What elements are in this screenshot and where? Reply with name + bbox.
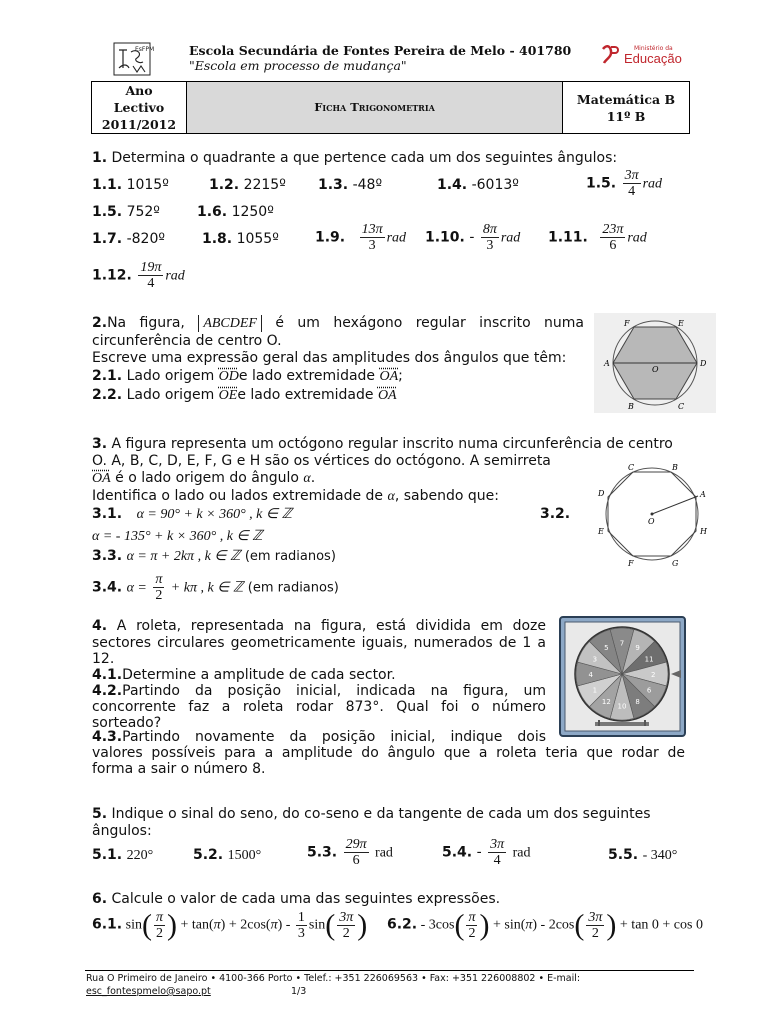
wheel-number: 1 [592, 686, 598, 695]
q3-sub2-num: 3.2. [540, 506, 571, 522]
q4-sub1: 4.1.Determine a amplitude de cada sector. [92, 667, 396, 683]
q3-sub2: α = - 135° + k × 360° , k ∈ ℤ [92, 529, 263, 544]
q1-item: 1.8. 1055º [202, 231, 279, 247]
q4-line1: 4. A roleta, representada na figura, está dividida em doze [92, 618, 547, 634]
q4-sub2-l3: sorteado? [92, 715, 162, 731]
footer-email[interactable]: esc_fontespmelo@sapo.pt [86, 986, 211, 997]
year-label-1: Ano [125, 83, 153, 98]
q5-sub5: 5.5. - 340° [608, 847, 678, 863]
q3-line3: OA é o lado origem do ângulo α. [92, 470, 316, 486]
subject-cell [563, 82, 690, 134]
school-motto: "Escola em processo de mudança" [189, 58, 407, 73]
wheel-number: 2 [651, 671, 656, 679]
school-year-cell [92, 82, 187, 134]
q6-sub1: 6.1. sin( $\frac{\pi}{2}$ ) + tan(π) + 2cos(π) - $\frac{1}{3}$ sin( $\frac{3\pi}{2}$ ) [92, 908, 368, 942]
q5-sub2: 5.2. 1500° [193, 847, 262, 863]
svg-text:G: G [672, 559, 679, 568]
q3-sub1: 3.1. α = 90° + k × 360° , k ∈ ℤ [92, 506, 293, 522]
wheel-number: 3 [592, 655, 598, 664]
octagon-figure [590, 462, 715, 570]
q4-sub2-l2: concorrente faz a roleta rodar 873°. Qual foi o número [92, 699, 546, 715]
q1-item: 1.7. -820º [92, 231, 165, 247]
q1-item: 1.1. 1015º [92, 177, 169, 193]
q6-line1: 6. Calcule o valor de cada uma das seguintes expressões. [92, 891, 501, 907]
wheel-number: 11 [644, 655, 654, 664]
q1-intro: 1. Determina o quadrante a que pertence cada um dos seguintes ângulos: [92, 150, 618, 166]
subject-name: Matemática B [576, 91, 676, 107]
q5-sub1: 5.1. 220° [92, 847, 154, 863]
wheel-number: 7 [619, 639, 625, 648]
ministry-logo-top: Ministério da [634, 45, 673, 52]
wheel-number: 8 [635, 698, 640, 707]
svg-text:A: A [700, 490, 706, 499]
wheel-number: 9 [635, 643, 640, 652]
q4-sub3-l2: valores possíveis para a amplitude do ângulo que a roleta teria que rodar de [92, 745, 685, 761]
q3-line1: 3. A figura representa um octógono regular inscrito numa circunferência de centro [92, 436, 673, 452]
svg-text:D: D [598, 489, 605, 498]
q2-line1: 2.Na figura, ABCDEF é um hexágono regular inscrito numa [92, 315, 585, 331]
q3-sub4: 3.4. α = $\frac{\pi}{2}$ + kπ , k ∈ ℤ (em radianos) [92, 572, 339, 603]
q1-item: 1.12. $\frac{19\pi}{4}$ rad [92, 260, 185, 291]
q1-item: 1.6. 1250º [197, 204, 274, 220]
svg-text:E: E [678, 319, 684, 328]
q1-item: 1.4. -6013º [437, 177, 519, 193]
svg-text:E: E [598, 527, 604, 536]
school-logo [113, 42, 155, 76]
q1-item: 1.5. 752º [92, 204, 160, 220]
class-name: 11º B [606, 108, 646, 124]
svg-text:C: C [678, 402, 685, 411]
page-number: 1/3 [291, 986, 307, 997]
q4-line2: sectores circulares geometricamente iguais, numerados de 1 a [92, 635, 546, 651]
q2-line3: Escreve uma expressão geral das amplitudes dos ângulos que têm: [92, 350, 567, 366]
wheel-number: 10 [617, 702, 627, 711]
ministry-logo [600, 43, 680, 71]
q5-line1: 5. Indique o sinal do seno, do co-seno e da tangente de cada um dos seguintes [92, 806, 651, 822]
q6-sub2: 6.2. - 3cos( $\frac{\pi}{2}$ ) + sin(π) - 2cos( $\frac{3\pi}{2}$ ) + tan 0 + cos 0 [387, 908, 703, 942]
svg-text:D: D [700, 359, 707, 368]
q4-sub3-l3: forma a sair o número 8. [92, 761, 266, 777]
svg-text:C: C [628, 463, 635, 472]
q3-sub3: 3.3. α = π + 2kπ , k ∈ ℤ (em radianos) [92, 548, 336, 564]
q2-sub1: 2.1. Lado origem ODe lado extremidade OA; [92, 368, 403, 384]
wheel-number: 6 [646, 686, 652, 695]
svg-text:B: B [628, 402, 634, 411]
roulette-figure [559, 616, 686, 737]
year-label-2: Lectivo [113, 100, 165, 115]
svg-text:F: F [628, 559, 634, 568]
q5-sub3: 5.3. $\frac{29\pi}{6}$ rad [307, 837, 393, 868]
svg-text:O: O [652, 365, 659, 374]
q1-item: 1.5. $\frac{3\pi}{4}$ rad [586, 168, 663, 199]
wheel-number: 4 [588, 671, 593, 679]
q4-line3: 12. [92, 651, 115, 667]
q4-sub2-l1: 4.2.Partindo da posição inicial, indicada na figura, um [92, 683, 546, 699]
wheel-number: 12 [601, 698, 611, 707]
wheel-number: 5 [604, 643, 609, 652]
q2-sub2: 2.2. Lado origem OEe lado extremidade OA [92, 387, 397, 403]
hexagon-figure [594, 313, 716, 413]
footer-address: Rua O Primeiro de Janeiro • 4100-366 Porto • Telef.: +351 226069563 • Fax: +351 226008802 • E-mail: [86, 973, 581, 984]
svg-text:H: H [700, 527, 707, 536]
q1-item: 1.3. -48º [318, 177, 383, 193]
svg-text:O: O [648, 517, 655, 526]
svg-text:B: B [672, 463, 678, 472]
sheet-title: Ficha Trigonometria [187, 82, 563, 134]
q3-line4: Identifica o lado ou lados extremidade de α, sabendo que: [92, 488, 499, 504]
footer-rule [85, 970, 694, 971]
q5-line2: ângulos: [92, 823, 152, 839]
q1-item: 1.2. 2215º [209, 177, 286, 193]
q2-line2: circunferência de centro O. [92, 333, 282, 349]
svg-text:A: A [604, 359, 610, 368]
svg-text:F: F [624, 319, 630, 328]
q3-line2: O. A, B, C, D, E, F, G e H são os vértices do octógono. A semirreta [92, 453, 551, 469]
header-table [91, 81, 690, 134]
ministry-logo-main: Educação [624, 51, 682, 66]
q1-item: 1.10. - $\frac{8\pi}{3}$ rad [425, 222, 521, 253]
q1-item: 1.11. $\frac{23\pi}{6}$ rad [548, 222, 647, 253]
q1-item: 1.9. $\frac{13\pi}{3}$ rad [315, 222, 407, 253]
school-name: Escola Secundária de Fontes Pereira de Melo - 401780 [189, 43, 572, 58]
q4-sub3-l1: 4.3.Partindo novamente da posição inicial, indique dois [92, 729, 546, 745]
year-value: 2011/2012 [101, 117, 177, 132]
svg-text:EsFPM: EsFPM [135, 46, 155, 53]
q5-sub4: 5.4. - $\frac{3\pi}{4}$ rad [442, 837, 531, 868]
